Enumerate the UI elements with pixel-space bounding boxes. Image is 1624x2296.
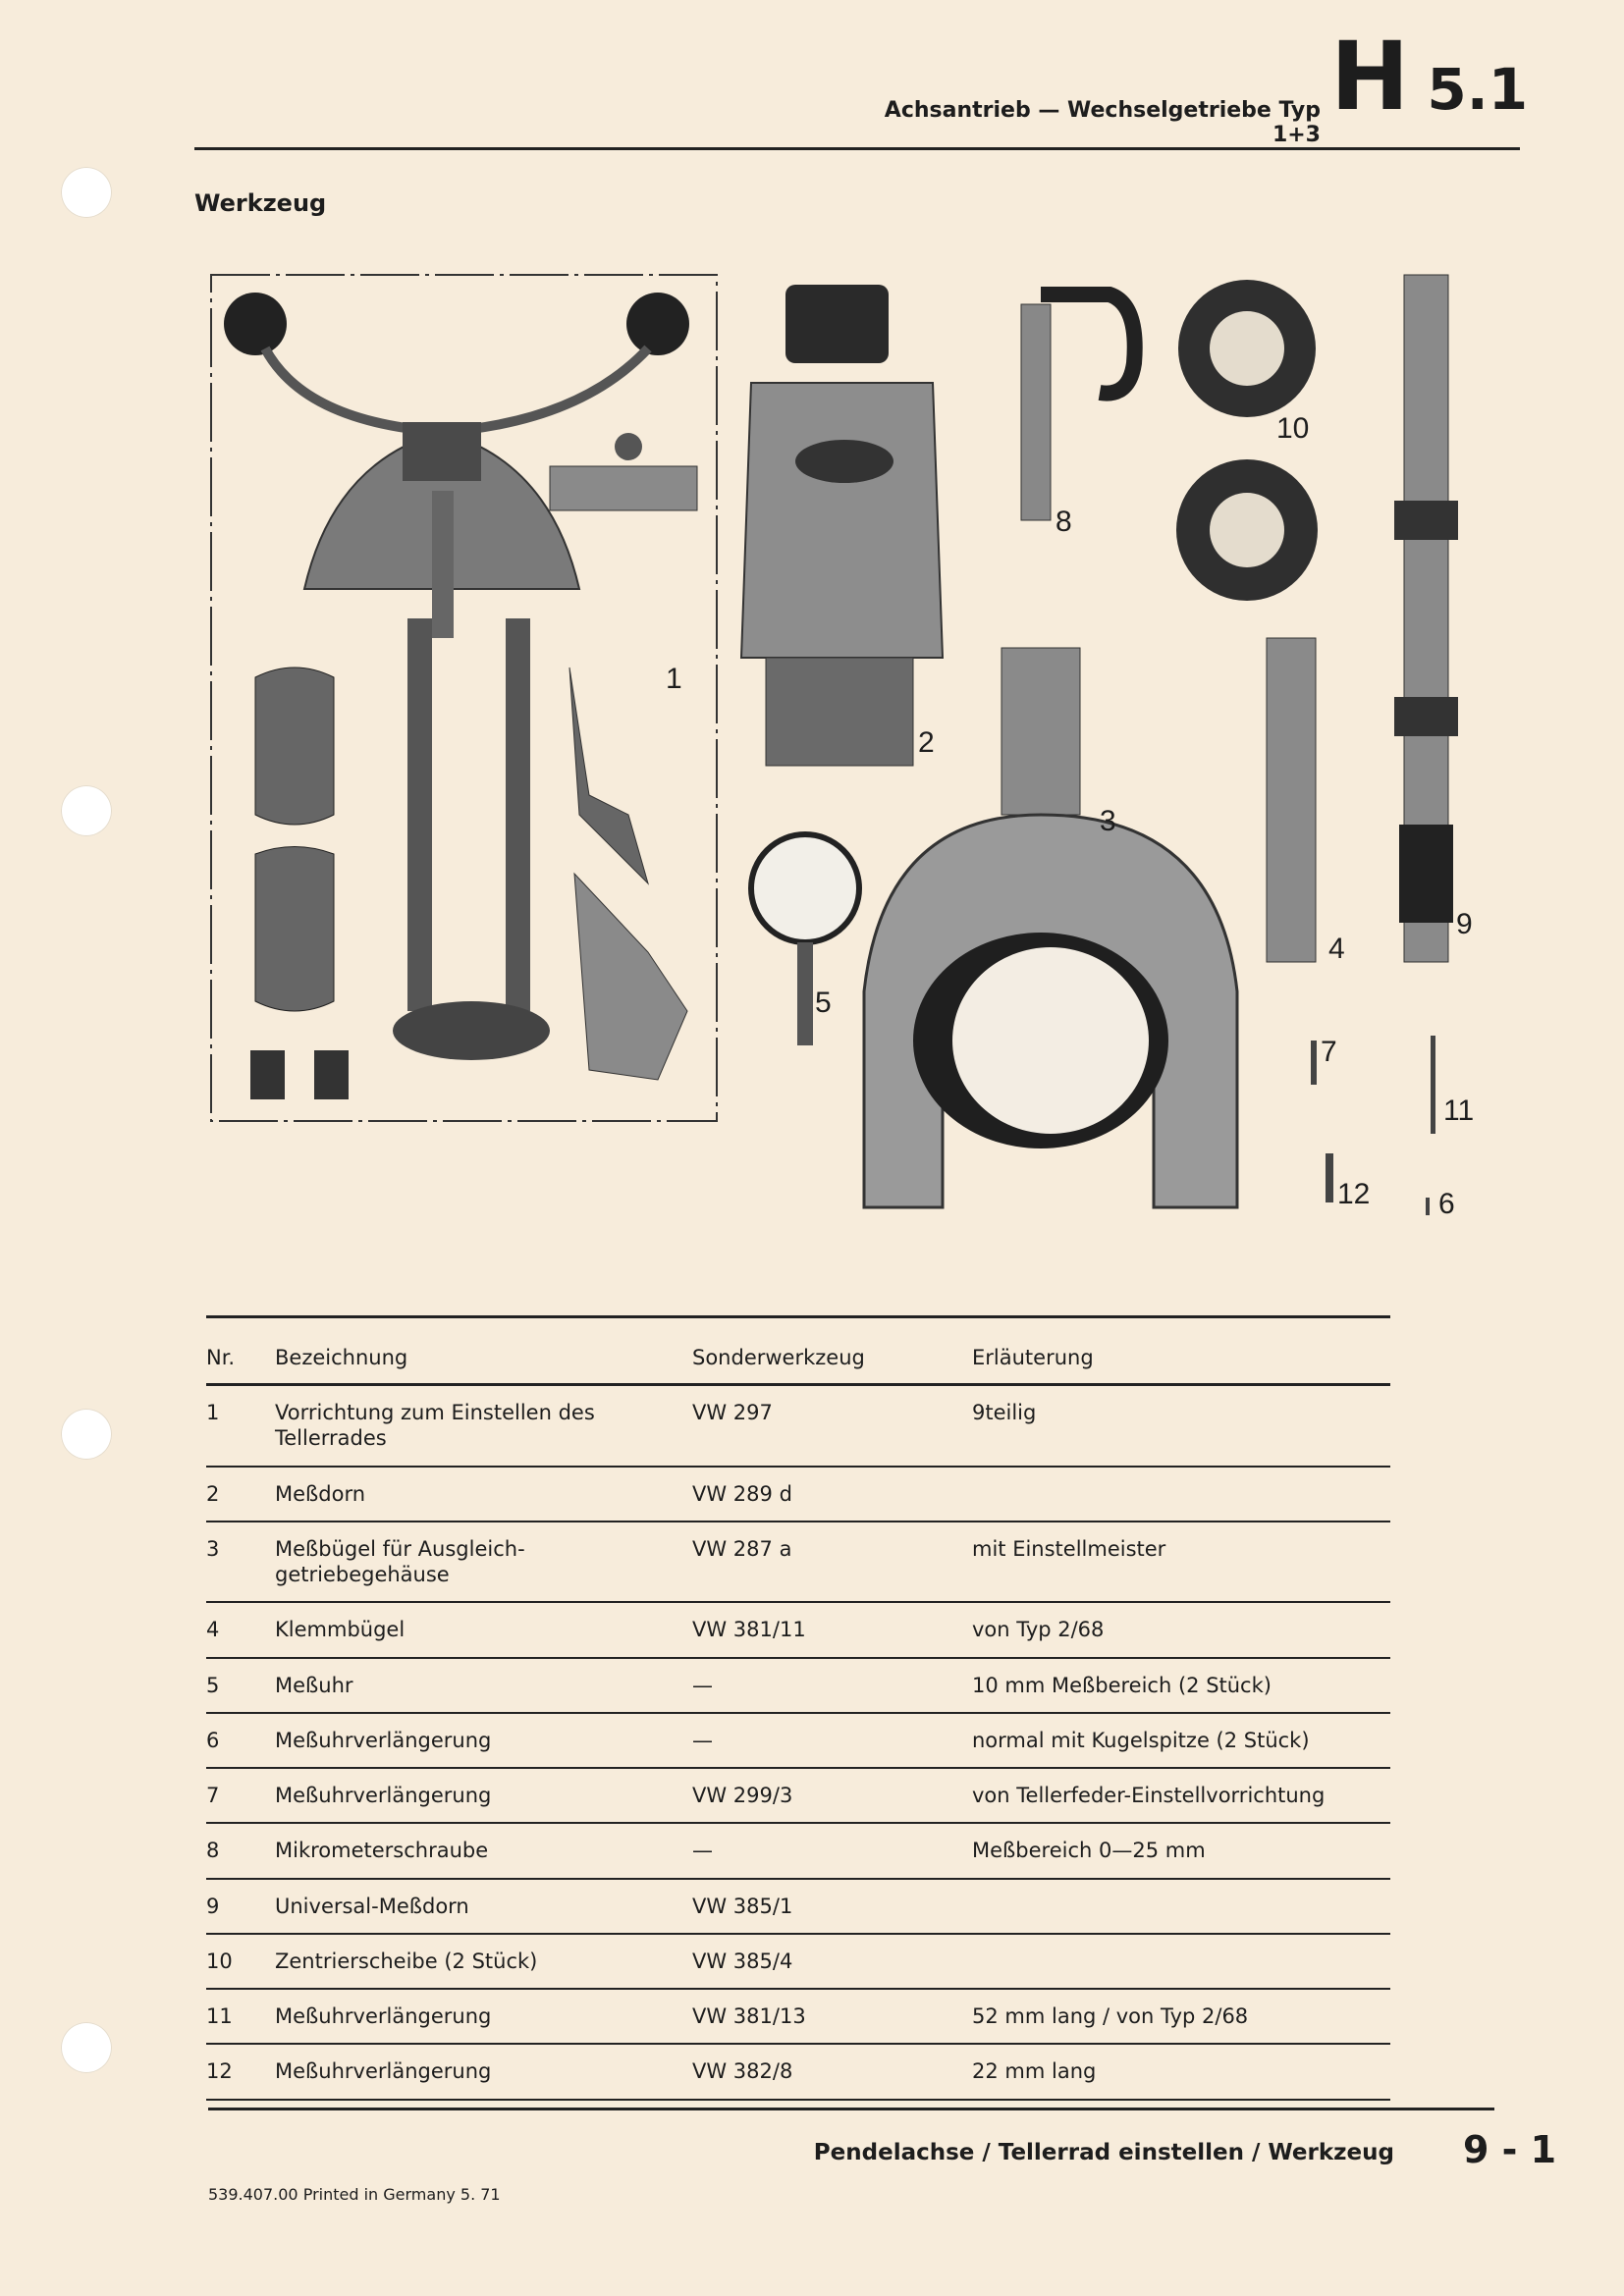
cell-nr: 4 [206, 1602, 275, 1657]
cell-bezeichnung: Meßdorn [275, 1467, 692, 1522]
callout-2: 2 [918, 726, 935, 759]
cell-nr: 3 [206, 1522, 275, 1603]
section-title: Werkzeug [194, 189, 327, 217]
cell-bezeichnung: Zentrierscheibe (2 Stück) [275, 1934, 692, 1989]
cell-sonderwerkzeug: VW 381/11 [692, 1602, 972, 1657]
callout-5: 5 [815, 987, 832, 1019]
table-row [206, 1385, 1390, 1467]
cell-nr: 2 [206, 1467, 275, 1522]
cell-nr: 8 [206, 1823, 275, 1878]
table-row [206, 1768, 1390, 1823]
cell-sonderwerkzeug: VW 385/1 [692, 1879, 972, 1934]
section-code-letter: H [1330, 22, 1410, 132]
callout-4: 4 [1328, 933, 1345, 965]
cell-sonderwerkzeug: VW 299/3 [692, 1768, 972, 1823]
cell-bezeichnung: Meßbügel für Ausgleich-getriebegehäuse [275, 1522, 692, 1603]
cell-erlaeuterung: von Typ 2/68 [972, 1602, 1390, 1657]
cell-nr: 9 [206, 1879, 275, 1934]
callout-8: 8 [1056, 506, 1072, 538]
callout-6: 6 [1438, 1188, 1455, 1220]
cell-sonderwerkzeug: VW 382/8 [692, 2044, 972, 2099]
callout-1: 1 [666, 663, 682, 695]
callout-12: 12 [1337, 1178, 1371, 1210]
cell-nr: 10 [206, 1934, 275, 1989]
cell-bezeichnung: Vorrichtung zum Einstellen des Tellerrades [275, 1385, 692, 1467]
cell-sonderwerkzeug: — [692, 1713, 972, 1768]
callout-3: 3 [1100, 805, 1116, 837]
table-row [206, 1989, 1390, 2044]
callout-9: 9 [1456, 908, 1473, 940]
col-sonderwerkzeug-header: Sonderwerkzeug [692, 1317, 972, 1385]
cell-nr: 12 [206, 2044, 275, 2099]
cell-bezeichnung: Meßuhrverlängerung [275, 1989, 692, 2044]
cell-erlaeuterung: 9teilig [972, 1385, 1390, 1467]
print-info: 539.407.00 Printed in Germany 5. 71 [208, 2185, 501, 2204]
table-header-row [206, 1317, 1390, 1385]
table-row [206, 1602, 1390, 1657]
punch-hole [61, 2022, 112, 2073]
header-rule [194, 147, 1520, 150]
cell-erlaeuterung [972, 1879, 1390, 1934]
cell-bezeichnung: Meßuhrverlängerung [275, 1713, 692, 1768]
tools-table [206, 1315, 1390, 2101]
cell-bezeichnung: Meßuhrverlängerung [275, 1768, 692, 1823]
tools-table-body [206, 1385, 1390, 2100]
cell-erlaeuterung [972, 1934, 1390, 1989]
cell-sonderwerkzeug: — [692, 1658, 972, 1713]
tool-figure [196, 265, 1502, 1266]
col-bezeichnung-header: Bezeichnung [275, 1317, 692, 1385]
cell-bezeichnung: Universal-Meßdorn [275, 1879, 692, 1934]
header-title: Achsantrieb — Wechselgetriebe Typ 1+3 [884, 98, 1321, 147]
punch-hole [61, 167, 112, 218]
cell-nr: 6 [206, 1713, 275, 1768]
footer-rule [208, 2108, 1494, 2110]
col-erlaeuterung-header: Erläuterung [972, 1317, 1390, 1385]
table-row [206, 1658, 1390, 1713]
table-row [206, 1713, 1390, 1768]
table-row [206, 1934, 1390, 1989]
cell-erlaeuterung: 10 mm Meßbereich (2 Stück) [972, 1658, 1390, 1713]
table-row [206, 2044, 1390, 2099]
footer-title: Pendelachse / Tellerrad einstellen / Werkzeug [813, 2140, 1394, 2165]
page-number: 9 - 1 [1463, 2128, 1557, 2171]
cell-sonderwerkzeug: VW 287 a [692, 1522, 972, 1603]
cell-sonderwerkzeug: VW 297 [692, 1385, 972, 1467]
table-row [206, 1522, 1390, 1603]
cell-erlaeuterung: 52 mm lang / von Typ 2/68 [972, 1989, 1390, 2044]
cell-erlaeuterung: von Tellerfeder-Einstellvorrichtung [972, 1768, 1390, 1823]
cell-erlaeuterung: 22 mm lang [972, 2044, 1390, 2099]
cell-bezeichnung: Meßuhrverlängerung [275, 2044, 692, 2099]
callout-11: 11 [1443, 1095, 1475, 1127]
table-row [206, 1467, 1390, 1522]
callout-10: 10 [1276, 412, 1310, 445]
cell-sonderwerkzeug: VW 381/13 [692, 1989, 972, 2044]
cell-nr: 7 [206, 1768, 275, 1823]
punch-hole [61, 785, 112, 836]
cell-sonderwerkzeug: VW 289 d [692, 1467, 972, 1522]
cell-nr: 5 [206, 1658, 275, 1713]
cell-erlaeuterung: normal mit Kugelspitze (2 Stück) [972, 1713, 1390, 1768]
section-code-number: 5.1 [1427, 56, 1529, 123]
col-nr-header: Nr. [206, 1317, 275, 1385]
punch-hole [61, 1409, 112, 1460]
table-row [206, 1879, 1390, 1934]
cell-erlaeuterung [972, 1467, 1390, 1522]
section-code [1330, 22, 1529, 132]
cell-sonderwerkzeug: VW 385/4 [692, 1934, 972, 1989]
cell-nr: 11 [206, 1989, 275, 2044]
cell-bezeichnung: Klemmbügel [275, 1602, 692, 1657]
cell-erlaeuterung: Meßbereich 0—25 mm [972, 1823, 1390, 1878]
cell-sonderwerkzeug: — [692, 1823, 972, 1878]
cell-nr: 1 [206, 1385, 275, 1467]
cell-bezeichnung: Mikrometerschraube [275, 1823, 692, 1878]
cell-bezeichnung: Meßuhr [275, 1658, 692, 1713]
callout-7: 7 [1321, 1036, 1337, 1068]
table-row [206, 1823, 1390, 1878]
cell-erlaeuterung: mit Einstellmeister [972, 1522, 1390, 1603]
